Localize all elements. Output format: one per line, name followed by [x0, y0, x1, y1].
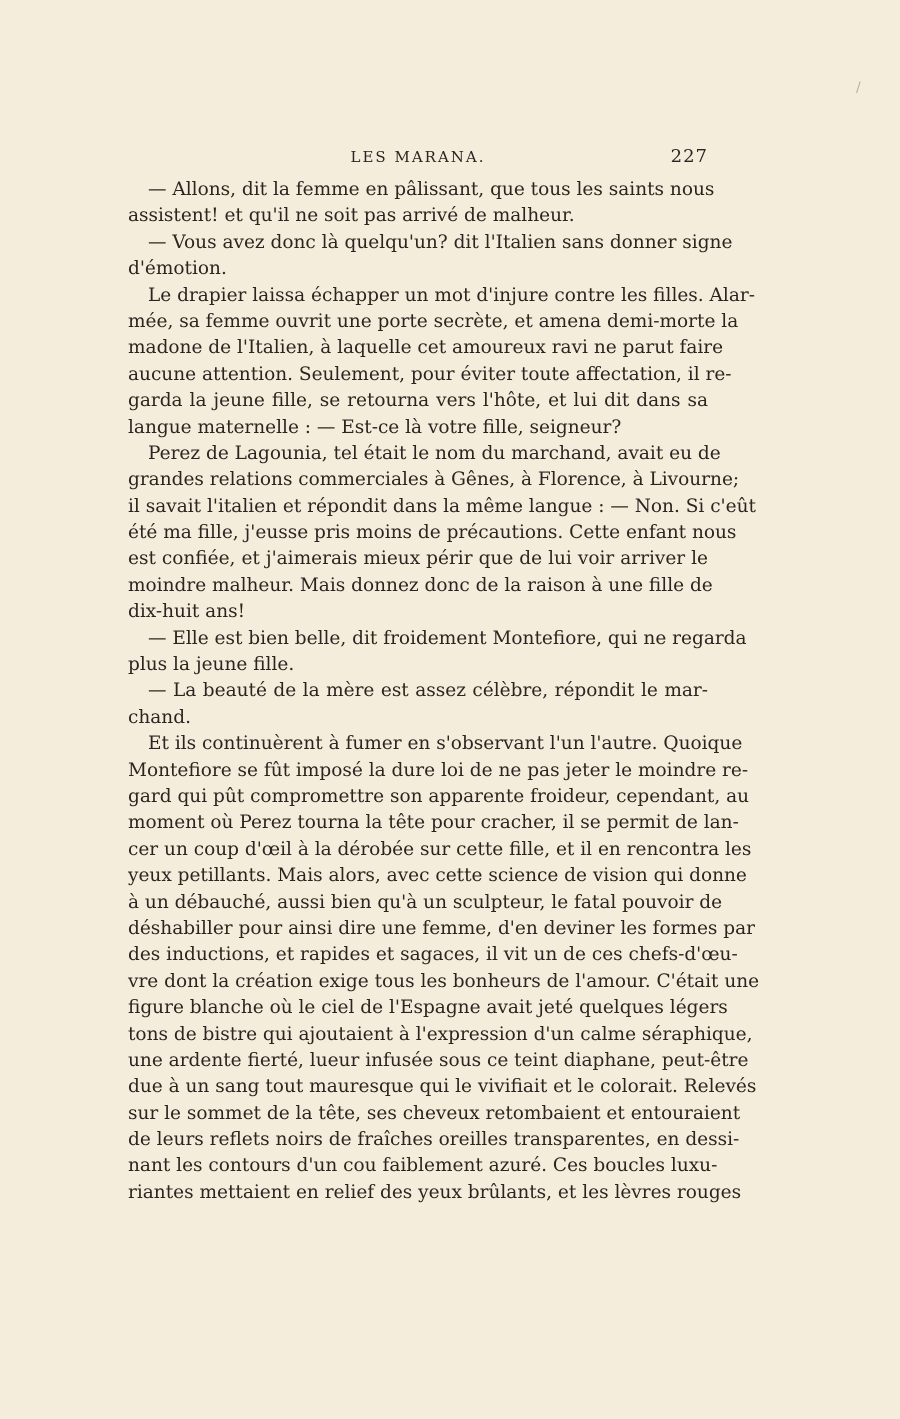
text-line: assistent! et qu'il ne soit pas arrivé de malheur.: [128, 205, 575, 227]
text-line: yeux petillants. Mais alors, avec cette science de vision qui donne: [128, 865, 747, 887]
text-line: Montefiore se fût imposé la dure loi de ne pas jeter le moindre re-: [128, 759, 749, 781]
text-line: riantes mettaient en relief des yeux brûlants, et les lèvres rouges: [128, 1181, 742, 1203]
text-line: été ma fille, j'eusse pris moins de précautions. Cette enfant nous: [128, 522, 737, 544]
text-line: sur le sommet de la tête, ses cheveux retombaient et entouraient: [128, 1102, 741, 1124]
text-line: figure blanche où le ciel de l'Espagne avait jeté quelques légers: [128, 997, 728, 1019]
text-line: — Allons, dit la femme en pâlissant, que tous les saints nous: [148, 179, 715, 200]
text-line: à un débauché, aussi bien qu'à un sculpteur, le fatal pouvoir de: [128, 891, 723, 913]
text-line: Et ils continuèrent à fumer en s'observant l'un l'autre. Quoique: [148, 733, 743, 755]
text-line: chand.: [128, 706, 191, 728]
text-line: cer un coup d'œil à la dérobée sur cette fille, et il en rencontra les: [128, 838, 752, 860]
text-line: plus la jeune fille.: [128, 654, 295, 676]
text-line: grandes relations commerciales à Gênes, à Florence, à Livourne;: [128, 469, 740, 491]
text-line: moindre malheur. Mais donnez donc de la raison à une fille de: [128, 574, 713, 596]
text-line: Perez de Lagounia, tel était le nom du marchand, avait eu de: [148, 442, 721, 464]
page-mark: /: [856, 80, 861, 96]
text-line: déshabiller pour ainsi dire une femme, d'en deviner les formes par: [128, 917, 756, 939]
text-line: de leurs reflets noirs de fraîches oreilles transparentes, en dessi-: [128, 1129, 740, 1151]
text-line: langue maternelle : — Est-ce là votre fille, seigneur?: [128, 416, 622, 438]
text-line: moment où Perez tourna la tête pour cracher, il se permit de lan-: [128, 812, 739, 834]
text-line: est confiée, et j'aimerais mieux périr que de lui voir arriver le: [128, 548, 708, 570]
text-line: nant les contours d'un cou faiblement azuré. Ces boucles luxu-: [128, 1155, 718, 1177]
text-line: madone de l'Italien, à laquelle cet amoureux ravi ne parut faire: [128, 337, 724, 359]
body-text: [128, 177, 760, 1206]
page-header: [128, 146, 708, 170]
text-line: aucune attention. Seulement, pour éviter toute affectation, il re-: [128, 363, 732, 385]
running-title: LES MARANA.: [350, 148, 486, 166]
page-number: 227: [670, 146, 708, 167]
text-line: — Elle est bien belle, dit froidement Montefiore, qui ne regarda: [148, 627, 747, 649]
text-line: gard qui pût compromettre son apparente froideur, cependant, au: [128, 785, 750, 807]
text-line: mée, sa femme ouvrit une porte secrète, et amena demi-morte la: [128, 310, 739, 332]
text-line: Le drapier laissa échapper un mot d'injure contre les filles. Alar-: [148, 284, 755, 306]
text-line: — Vous avez donc là quelqu'un? dit l'Italien sans donner signe: [148, 231, 733, 253]
text-line: dix-huit ans!: [128, 601, 246, 623]
text-line: tons de bistre qui ajoutaient à l'expression d'un calme séraphique,: [128, 1023, 753, 1045]
text-line: vre dont la création exige tous les bonheurs de l'amour. C'était une: [128, 970, 760, 992]
text-line: garda la jeune fille, se retourna vers l'hôte, et lui dit dans sa: [128, 390, 708, 412]
text-line: des inductions, et rapides et sagaces, il vit un de ces chefs-d'œu-: [128, 944, 738, 966]
text-line: — La beauté de la mère est assez célèbre, répondit le mar-: [148, 680, 708, 702]
text-line: due à un sang tout mauresque qui le vivifiait et le colorait. Relevés: [128, 1076, 757, 1098]
text-line: d'émotion.: [128, 258, 227, 280]
text-line: il savait l'italien et répondit dans la même langue : — Non. Si c'eût: [128, 495, 756, 517]
text-line: une ardente fierté, lueur infusée sous ce teint diaphane, peut-être: [128, 1049, 749, 1071]
